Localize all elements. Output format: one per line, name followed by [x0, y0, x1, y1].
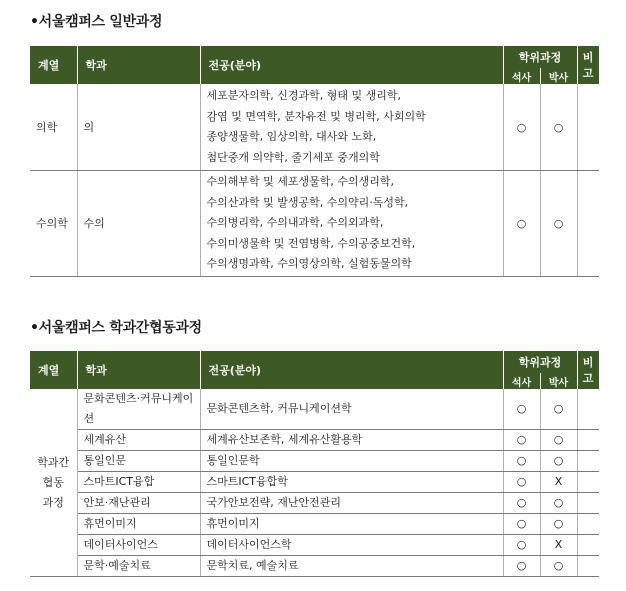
- cell-note: [577, 472, 599, 493]
- header-degree: 학위과정: [503, 351, 577, 373]
- header-category: 계열: [30, 46, 77, 84]
- field-line: 감염 및 면역학, 분자유전 및 병리학, 사회의학: [206, 109, 426, 123]
- cell-doctoral: ○: [540, 430, 577, 451]
- cell-masters: ○: [503, 171, 540, 277]
- table-row: [30, 430, 599, 451]
- header-doctoral: 박사: [540, 68, 577, 84]
- cell-doctoral: ○: [540, 514, 577, 535]
- cell-department: 통일인문: [77, 451, 200, 472]
- cell-note: [577, 514, 599, 535]
- cell-note: [577, 389, 599, 430]
- cell-masters: ○: [503, 535, 540, 556]
- cell-doctoral: ○: [540, 171, 577, 277]
- cell-doctoral: ○: [540, 389, 577, 430]
- cell-department: 문학·예술치료: [77, 556, 200, 577]
- cell-note: [577, 430, 599, 451]
- cell-department: 휴먼이미지: [77, 514, 200, 535]
- cell-fields: [200, 171, 503, 277]
- group-line: 협동: [42, 475, 64, 489]
- field-line: 수의생명과학, 수의영상의학, 실험동물의학: [206, 257, 412, 270]
- header-major: 전공(분야): [200, 46, 503, 84]
- field-line: 수의산과학 및 발생공학, 수의약리·독성학,: [206, 195, 409, 209]
- table-row: [30, 171, 599, 277]
- cell-doctoral: X: [540, 472, 577, 493]
- header-department: 학과: [77, 46, 200, 84]
- cell-note: [577, 535, 599, 556]
- header-doctoral: 박사: [540, 373, 577, 389]
- cell-note: [577, 84, 599, 171]
- table-row: [30, 84, 599, 171]
- cell-department: 문화콘텐츠·커뮤니케이션: [77, 389, 200, 430]
- cell-field: 문화콘텐츠학, 커뮤니케이션학: [200, 389, 503, 430]
- cell-note: [577, 171, 599, 277]
- field-line: 수의병리학, 수의내과학, 수의외과학,: [206, 216, 384, 229]
- header-department: 학과: [77, 351, 200, 389]
- table-row: [30, 472, 599, 493]
- section-title-interdisciplinary: •서울캠퍼스 학과간협동과정: [30, 320, 202, 336]
- cell-masters: ○: [503, 84, 540, 171]
- cell-doctoral: ○: [540, 556, 577, 577]
- cell-doctoral: X: [540, 535, 577, 556]
- field-line: 수의미생물학 및 전염병학, 수의공중보건학,: [206, 236, 416, 250]
- table-row: [30, 556, 599, 577]
- cell-doctoral: ○: [540, 493, 577, 514]
- cell-field: 문학치료, 예술치료: [200, 556, 503, 577]
- cell-category: 의학: [30, 84, 77, 171]
- general-program-table: [30, 46, 600, 277]
- header-major: 전공(분야): [200, 351, 503, 389]
- cell-note: [577, 451, 599, 472]
- table-row: [30, 514, 599, 535]
- cell-masters: ○: [503, 472, 540, 493]
- table-row: [30, 451, 599, 472]
- field-line: 종양생물학, 임상의학, 대사와 노화,: [206, 130, 377, 143]
- cell-department: 안보·재난관리: [77, 493, 200, 514]
- cell-department: 스마트ICT융합: [77, 472, 200, 493]
- cell-fields: [200, 84, 503, 171]
- field-line: 첨단중개 의약학, 줄기세포 중개의학: [206, 150, 380, 164]
- cell-doctoral: ○: [540, 451, 577, 472]
- table-row: [30, 493, 599, 514]
- cell-masters: ○: [503, 451, 540, 472]
- cell-masters: ○: [503, 430, 540, 451]
- cell-field: 국가안보전략, 재난안전관리: [200, 493, 503, 514]
- interdisciplinary-program-table: [30, 351, 600, 577]
- cell-masters: ○: [503, 556, 540, 577]
- header-note: 비고: [577, 46, 599, 84]
- cell-masters: ○: [503, 389, 540, 430]
- cell-department: 세계유산: [77, 430, 200, 451]
- cell-field: 세계유산보존학, 세계유산활용학: [200, 430, 503, 451]
- cell-field: 통일인문학: [200, 451, 503, 472]
- cell-note: [577, 493, 599, 514]
- cell-masters: ○: [503, 493, 540, 514]
- cell-department: 수의: [77, 171, 200, 277]
- cell-note: [577, 556, 599, 577]
- cell-category: 수의학: [30, 171, 77, 277]
- header-masters: 석사: [503, 68, 540, 84]
- header-degree: 학위과정: [503, 46, 577, 68]
- group-line: 과정: [42, 495, 64, 509]
- cell-field: 스마트ICT융합학: [200, 472, 503, 493]
- field-line: 수의해부학 및 세포생물학, 수의생리학,: [206, 175, 394, 188]
- header-masters: 석사: [503, 373, 540, 389]
- cell-doctoral: ○: [540, 84, 577, 171]
- table-row: [30, 389, 599, 430]
- cell-masters: ○: [503, 514, 540, 535]
- cell-department: 데이터사이언스: [77, 535, 200, 556]
- group-line: 학과간: [37, 455, 70, 469]
- section-title-general: •서울캠퍼스 일반과정: [30, 14, 163, 30]
- table-row: [30, 535, 599, 556]
- cell-field: 휴먼이미지: [200, 514, 503, 535]
- field-line: 세포분자의학, 신경과학, 형태 및 생리학,: [206, 89, 401, 102]
- header-category: 계열: [30, 351, 77, 389]
- cell-department: 의: [77, 84, 200, 171]
- cell-field: 데이터사이언스학: [200, 535, 503, 556]
- cell-category-group: [30, 389, 77, 577]
- header-note: 비고: [577, 351, 599, 389]
